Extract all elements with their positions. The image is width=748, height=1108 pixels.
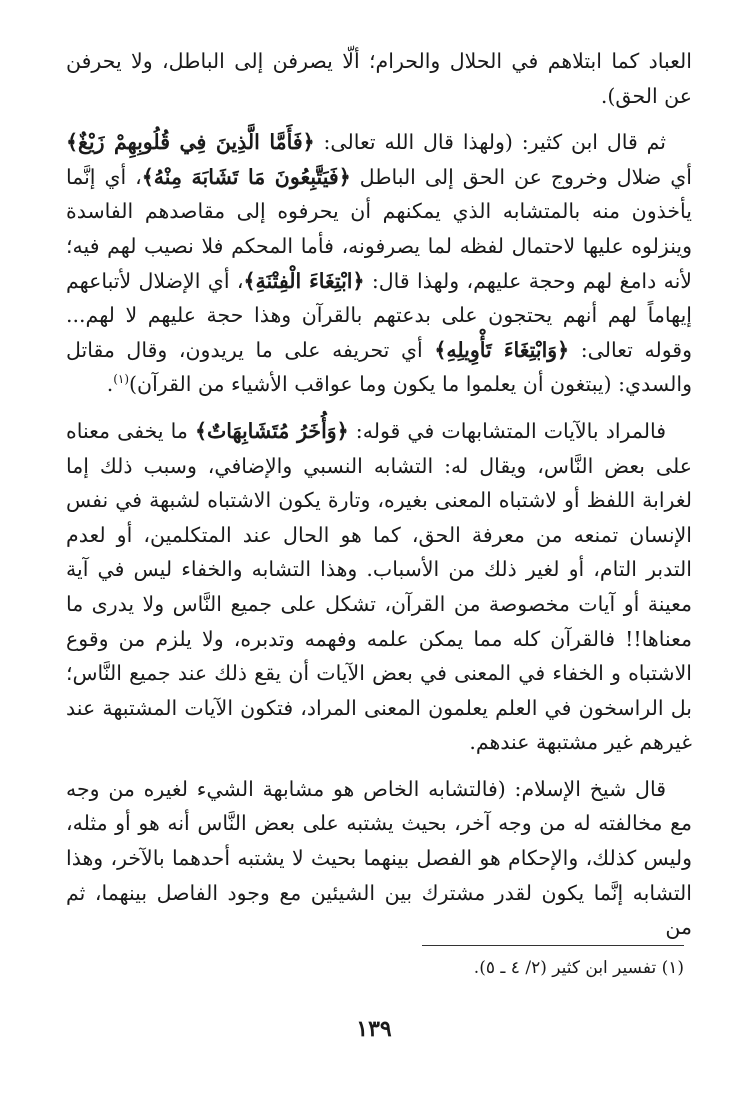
- text-run: ، أي إنَّما يأخذون منه بالمتشابه الذي يمكنهم أن يحرفوه إلى مقاصدهم الفاسدة وينزلوه عليها لاحتمال لفظه لما يصرفونه، فأما المحكم فلا نصيب لهم فيه؛ لأنه دامغ لهم وحجة عليهم، ولهذا قال:: [66, 164, 692, 293]
- paragraph: [66, 414, 692, 760]
- text-run: العباد كما ابتلاهم في الحلال والحرام؛ ألّا يصرفن إلى الباطل، ولا يحرفن عن الحق).: [66, 49, 692, 108]
- paragraph: [66, 772, 692, 945]
- paragraph: [66, 125, 692, 402]
- quran-verse: ﴿ابْتِغَاءَ الْفِتْنَةِ﴾: [243, 268, 365, 293]
- text-run: .: [106, 372, 114, 397]
- footnote: (١) تفسير ابن كثير (٢/ ٤ ـ ٥).: [473, 958, 684, 978]
- text-run: ما يخفى معناه على بعض النَّاس، ويقال له: التشابه النسبي والإضافي، وسبب ذلك إما لغرابة اللفظ أو لاشتباه المعنى بغيره، وتارة يكون الاشتباه لشبهة في نفس الإنسان تمنعه من معرفة الحق، كما هو الحال عند المتكلمين، أو لعدم التدبر التام، أو لغير ذلك من الأسباب. وهذا التشابه والخفاء ليس في آية معينة أو آيات مخصوصة من القرآن، تشكل على جميع النَّاس ولا يدرى ما معناها!! فالقرآن كله مما يمكن علمه وفهمه وتدبره، ولا يلزم من وقوع الاشتباه و الخفاء في المعنى في بعض الآيات أن يقع ذلك عند جميع النَّاس؛ بل الراسخون في العلم يعلمون المعنى المراد، فتكون الآيات المشتبهة عند غيرهم غير مشتبهة عندهم.: [66, 418, 692, 755]
- text-run: قال شيخ الإسلام: (فالتشابه الخاص هو مشابهة الشيء لغيره من وجه مع مخالفته له من وجه آخر، بحيث يشتبه على بعض النَّاس أنه هو أو مثله، وليس كذلك، والإحكام هو الفصل بينهما بحيث لا يشتبه أحدهما بالآخر، وهذا التشابه إنَّما يكون لقدر مشترك بين الشيئين مع وجود الفاصل بينهما، ثم من: [66, 776, 692, 940]
- paragraph-gap: [66, 402, 692, 414]
- page-number: ١٣٩: [356, 1016, 392, 1042]
- paragraph-gap: [66, 760, 692, 772]
- text-run: أي ضلال وخروج عن الحق إلى الباطل: [350, 164, 693, 189]
- text-run: فالمراد بالآيات المتشابهات في قوله:: [348, 418, 667, 443]
- quran-verse: ﴿وَأُخَرُ مُتَشَابِهَاتٌ﴾: [194, 418, 349, 443]
- text-run: ثم قال ابن كثير: (ولهذا قال الله تعالى:: [314, 130, 666, 155]
- text-run: أي تحريفه على ما يريدون، وقال مقاتل والسدي: (يبتغون أن يعلموا ما يكون وما عواقب الأشياء من القرآن): [66, 337, 692, 397]
- footnote-marker: (١): [113, 372, 130, 387]
- quran-verse: ﴿فَأَمَّا الَّذِينَ فِي قُلُوبِهِمْ زَيْغٌ﴾: [66, 130, 315, 155]
- paragraph-gap: [66, 113, 692, 125]
- quran-verse: ﴿فَيَتَّبِعُونَ مَا تَشَابَهَ مِنْهُ﴾: [141, 164, 351, 189]
- quran-verse: ﴿وَابْتِغَاءَ تَأْوِيلِهِ﴾: [434, 337, 570, 362]
- text-run: ، أي الإضلال لأتباعهم إيهاماً لهم أنهم يحتجون على بدعتهم بالقرآن وهذا حجة عليهم لا لهم... وقوله تعالى:: [66, 268, 692, 362]
- paragraph: [66, 44, 692, 113]
- footnote-separator: [422, 945, 684, 946]
- main-text: [66, 44, 692, 945]
